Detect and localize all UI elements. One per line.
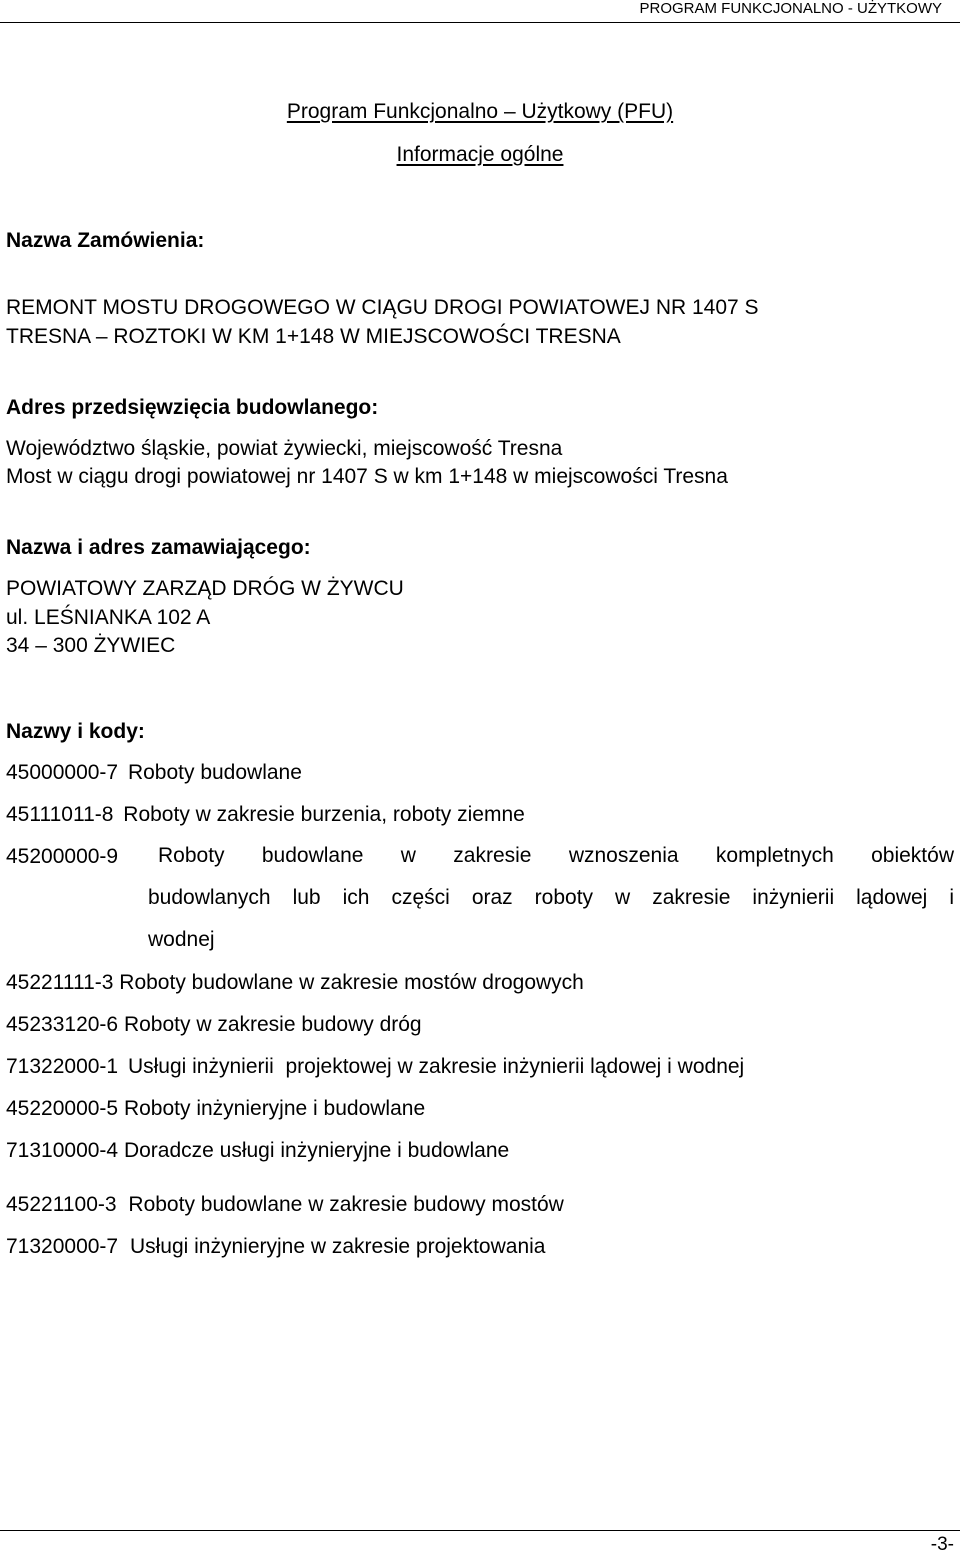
code-list-item (6, 803, 525, 827)
cpv-description: Roboty inżynieryjne i budowlane (123, 1097, 426, 1120)
cpv-description: Roboty budowlane w zakresie mostów drogowych (119, 971, 584, 994)
contractor-name: POWIATOWY ZARZĄD DRÓG W ŻYWCU (6, 577, 404, 600)
cpv-description (148, 835, 954, 961)
cpv-description: Usługi inżynierii projektowej w zakresie inżynierii lądowej i wodnej (127, 1055, 745, 1078)
cpv-description: Roboty budowlane (127, 761, 302, 784)
cpv-code: 45220000-5 (6, 1097, 119, 1120)
code-list-item (6, 1013, 422, 1037)
code-list-item (6, 1097, 425, 1121)
address-label: Adres przedsięwzięcia budowlanego: (6, 396, 379, 419)
cpv-code: 45221111-3 (6, 971, 114, 994)
code-list-item (6, 1055, 744, 1079)
cpv-code: 45000000-7 (6, 761, 119, 784)
footer-divider (0, 1530, 960, 1531)
code-list-item (6, 971, 584, 995)
cpv-description-line: wodnej (148, 928, 215, 951)
cpv-code: 71320000-7 (6, 1235, 119, 1258)
code-list-item (6, 1193, 564, 1217)
cpv-description-line: Roboty budowlane w zakresie wznoszenia kompletnych obiektów (158, 844, 954, 867)
header-divider (0, 22, 960, 23)
code-list-item (6, 845, 954, 971)
cpv-code: 45200000-9 (6, 845, 119, 868)
cpv-description-line: budowlanych lub ich części oraz roboty w zakresie inżynierii lądowej i (148, 886, 954, 909)
cpv-code: 71310000-4 (6, 1139, 119, 1162)
order-name-line2: TRESNA – ROZTOKI W KM 1+148 W MIEJSCOWOŚCI TRESNA (6, 325, 621, 348)
page-number: -3- (930, 1534, 954, 1555)
cpv-code: 45221100-3 (6, 1193, 117, 1216)
document-subtitle: Informacje ogólne (396, 143, 564, 166)
document-title: Program Funkcjonalno – Użytkowy (PFU) (286, 100, 674, 123)
cpv-code: 45111011-8 (6, 803, 114, 826)
contractor-postal: 34 – 300 ŻYWIEC (6, 634, 176, 657)
code-list-item (6, 1235, 545, 1259)
contractor-street: ul. LEŚNIANKA 102 A (6, 606, 211, 629)
codes-label: Nazwy i kody: (6, 720, 145, 743)
running-header: PROGRAM FUNKCJONALNO - UŻYTKOWY (639, 0, 942, 17)
cpv-description: Roboty budowlane w zakresie budowy mostów (128, 1193, 564, 1216)
order-name-line1: REMONT MOSTU DROGOWEGO W CIĄGU DROGI POWIATOWEJ NR 1407 S (6, 296, 759, 319)
cpv-code: 45233120-6 (6, 1013, 119, 1036)
code-list-item (6, 761, 302, 785)
code-list-item (6, 1139, 509, 1163)
cpv-code: 71322000-1 (6, 1055, 119, 1078)
cpv-description: Usługi inżynieryjne w zakresie projektowania (129, 1235, 546, 1258)
order-name-label: Nazwa Zamówienia: (6, 229, 205, 252)
address-line1: Województwo śląskie, powiat żywiecki, miejscowość Tresna (6, 437, 563, 460)
cpv-description: Roboty w zakresie budowy dróg (123, 1013, 422, 1036)
cpv-description: Doradcze usługi inżynieryjne i budowlane (123, 1139, 510, 1162)
contractor-label: Nazwa i adres zamawiającego: (6, 536, 311, 559)
address-line2: Most w ciągu drogi powiatowej nr 1407 S w km 1+148 w miejscowości Tresna (6, 465, 728, 488)
cpv-description: Roboty w zakresie burzenia, roboty ziemne (123, 803, 525, 826)
